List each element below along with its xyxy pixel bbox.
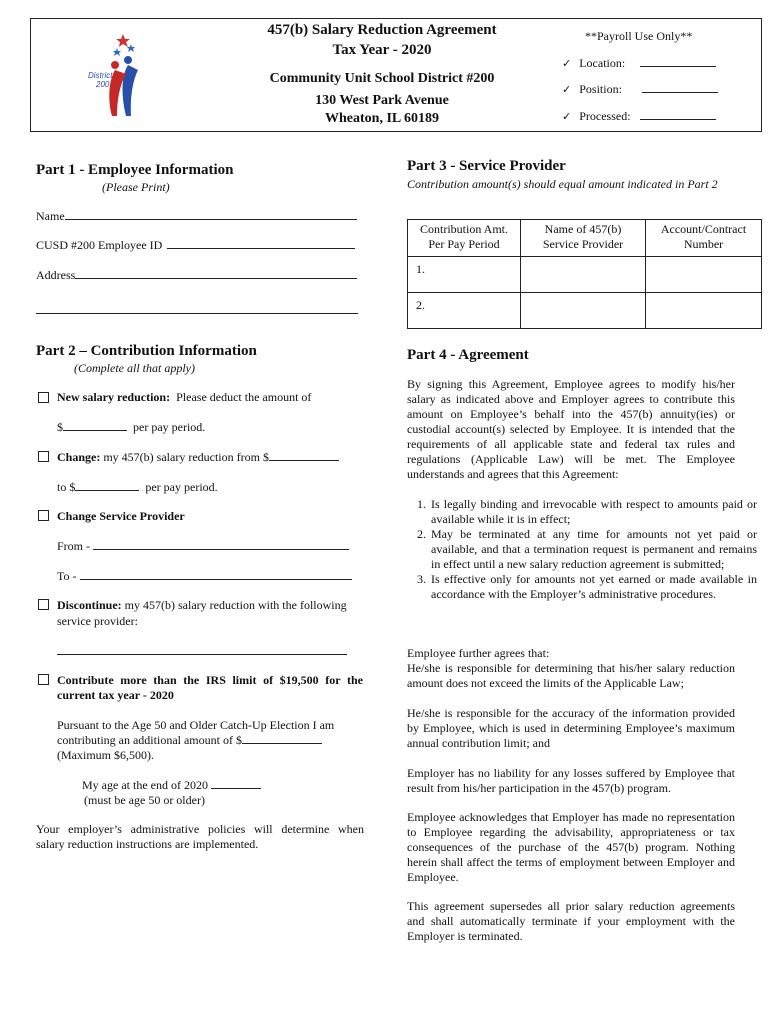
age-line[interactable] xyxy=(211,788,261,789)
change-provider-checkbox[interactable] xyxy=(38,510,49,521)
further-responsible: He/she is responsible for determining that his/her salary reduction amount does not exceed the limits of the Applicable Law; xyxy=(407,661,735,690)
table-row xyxy=(408,293,762,329)
part1-heading: Part 1 - Employee Information xyxy=(36,162,234,178)
location-line[interactable] xyxy=(640,66,716,67)
row2-provider-cell[interactable] xyxy=(521,293,646,329)
new-amount-line[interactable] xyxy=(63,430,127,431)
row2-amount-cell[interactable]: 2. xyxy=(408,293,521,329)
tax-year: Tax Year - 2020 xyxy=(332,42,432,58)
part1-note: (Please Print) xyxy=(102,180,170,194)
agreement-intro: By signing this Agreement, Employee agrees to modify his/her salary as indicated above and Employer agrees to contribute this amount on Employee’s behalf into the 457(b) annuity(ies) or custodial account(s) selected by Employee. It is intended that the requirements of all applicable state and federal tax rules and regulations (Applicable Law) will be met. The Employee understands and agrees that this Agreement: xyxy=(407,377,735,481)
agreement-list xyxy=(407,497,757,602)
part2-note: (Complete all that apply) xyxy=(74,361,195,375)
new-salary-checkbox[interactable] xyxy=(38,392,49,403)
supersede-paragraph: This agreement supersedes all prior salary reduction agreements and shall automatically terminate if your employment with the Employer is terminated. xyxy=(407,899,735,943)
irs-limit-label-1: Contribute more than the IRS limit of $19,500 for the xyxy=(57,673,363,687)
liability-paragraph: Employer has no liability for any losses suffered by Employee that result from his/her participation in the 457(b) program. xyxy=(407,766,735,795)
change-text: Change: my 457(b) salary reduction from $ xyxy=(57,450,339,465)
logo-text-district: District xyxy=(88,71,113,80)
payroll-processed: ✓ Processed: xyxy=(562,109,716,124)
col-contribution: Contribution Amt. Per Pay Period xyxy=(408,220,521,257)
further-agrees: Employee further agrees that: xyxy=(407,646,550,660)
policy-text-2: salary reduction instructions are implemented. xyxy=(36,837,259,851)
col-provider: Name of 457(b) Service Provider xyxy=(521,220,646,257)
discontinue-text: Discontinue: my 457(b) salary reduction with the following xyxy=(57,598,347,612)
name-line[interactable] xyxy=(65,219,357,220)
district-logo xyxy=(82,30,152,120)
address-field: Address xyxy=(36,268,357,283)
district-city: Wheaton, IL 60189 xyxy=(325,111,439,126)
new-amount-field: $ per pay period. xyxy=(57,420,206,434)
service-provider-table xyxy=(407,219,762,329)
check-icon: ✓ xyxy=(562,83,572,96)
employee-id-field: CUSD #200 Employee ID xyxy=(36,238,355,253)
change-to-field: to $ per pay period. xyxy=(57,480,218,494)
part3-heading: Part 3 - Service Provider xyxy=(407,158,566,174)
accuracy-paragraph: He/she is responsible for the accuracy of the information provided by Employee, which is used in determining Employee’s maximum annual contribution limit; and xyxy=(407,706,735,750)
to-line[interactable] xyxy=(80,579,352,580)
part2-heading: Part 2 – Contribution Information xyxy=(36,343,257,359)
change-from-line[interactable] xyxy=(269,460,339,461)
list-item: 3. Is effective only for amounts not yet earned or made available in accordance with the Employer’s administrative procedures. xyxy=(429,572,757,602)
from-field: From - xyxy=(57,539,349,554)
row1-amount-cell[interactable]: 1. xyxy=(408,257,521,293)
irs-limit-label-2: current tax year - 2020 xyxy=(57,688,174,702)
age-note: (must be age 50 or older) xyxy=(84,793,205,807)
table-row xyxy=(408,257,762,293)
to-field: To - xyxy=(57,569,352,584)
payroll-position: ✓ Position: xyxy=(562,82,718,97)
district-name: Community Unit School District #200 xyxy=(269,71,495,86)
logo-text-200: 200 xyxy=(96,80,110,89)
check-icon: ✓ xyxy=(562,57,572,70)
new-salary-text: New salary reduction: Please deduct the amount of xyxy=(57,390,312,404)
discontinue-checkbox[interactable] xyxy=(38,599,49,610)
policy-text-1: Your employer’s administrative policies will determine when xyxy=(36,822,364,836)
processed-line[interactable] xyxy=(640,119,716,120)
catchup-max: (Maximum $6,500). xyxy=(57,748,154,762)
age-field: My age at the end of 2020 xyxy=(82,778,261,793)
payroll-title: **Payroll Use Only** xyxy=(585,29,693,43)
list-item: 2. May be terminated at any time for amounts not yet paid or available, and that a termination request is permanent and remains in effect until a new salary reduction agreement is submitted; xyxy=(429,527,757,572)
change-checkbox[interactable] xyxy=(38,451,49,462)
district-street: 130 West Park Avenue xyxy=(315,93,449,108)
payroll-location: ✓ Location: xyxy=(562,56,716,71)
row1-provider-cell[interactable] xyxy=(521,257,646,293)
form-title: 457(b) Salary Reduction Agreement xyxy=(267,22,497,38)
row1-account-cell[interactable] xyxy=(646,257,762,293)
catchup-text-1: Pursuant to the Age 50 and Older Catch-Up Election I am xyxy=(57,718,335,732)
col-account: Account/Contract Number xyxy=(646,220,762,257)
list-item: 1. Is legally binding and irrevocable with respect to amounts paid or available while it is in effect; xyxy=(429,497,757,527)
change-to-line[interactable] xyxy=(75,490,139,491)
check-icon: ✓ xyxy=(562,110,572,123)
position-line[interactable] xyxy=(642,92,718,93)
row2-account-cell[interactable] xyxy=(646,293,762,329)
part4-heading: Part 4 - Agreement xyxy=(407,347,529,363)
employee-id-line[interactable] xyxy=(167,248,355,249)
discontinue-provider-line[interactable] xyxy=(57,654,347,655)
name-field: Name xyxy=(36,209,357,224)
from-line[interactable] xyxy=(93,549,349,550)
irs-limit-checkbox[interactable] xyxy=(38,674,49,685)
acknowledgement-paragraph: Employee acknowledges that Employer has made no representation to Employee regarding the advisability, appropriateness or tax consequences of the purchase of the 457(b) program. Nothing herein shall affect the terms of employment between Employer and Employee. xyxy=(407,810,735,884)
catchup-amount-line[interactable] xyxy=(242,743,322,744)
discontinue-text-2: service provider: xyxy=(57,614,138,628)
address-line[interactable] xyxy=(75,278,357,279)
change-provider-label: Change Service Provider xyxy=(57,509,185,523)
catchup-text-2: contributing an additional amount of $ xyxy=(57,733,322,748)
address-line-2[interactable] xyxy=(36,313,358,314)
part3-note: Contribution amount(s) should equal amount indicated in Part 2 xyxy=(407,177,718,191)
